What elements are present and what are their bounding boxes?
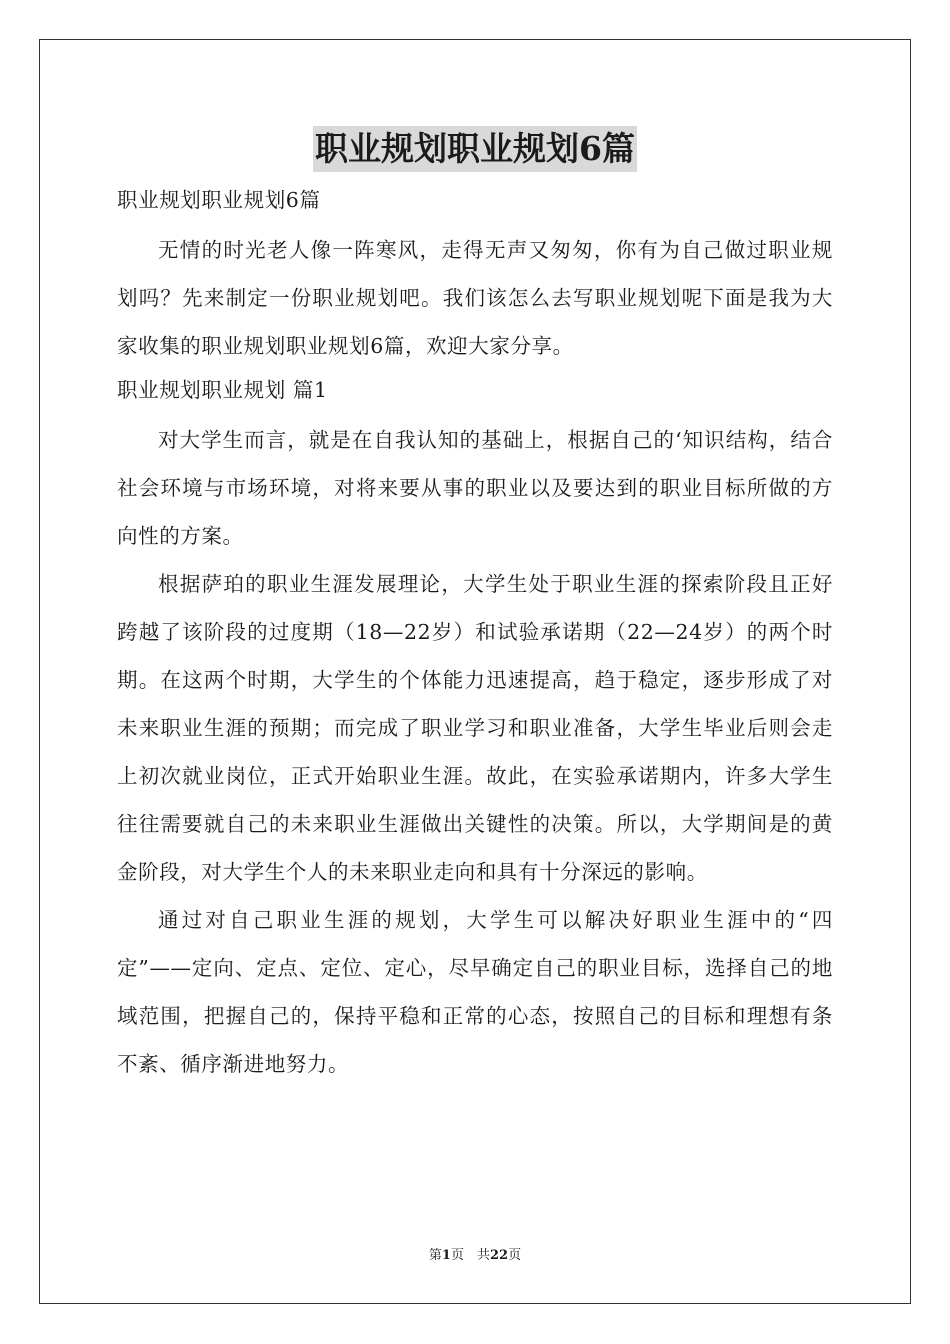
footer-current-page: 1	[441, 1248, 451, 1263]
section-heading: 职业规划职业规划 篇1	[117, 378, 328, 402]
footer-page-mid: 页 共	[450, 1248, 490, 1263]
intro-paragraph: 无情的时光老人像一阵寒风，走得无声又匆匆，你有为自己做过职业规划吗？先来制定一份职业规划吧。我们该怎么去写职业规划呢下面是我为大家收集的职业规划职业规划6篇，欢迎大家分享。	[117, 238, 833, 358]
document-body	[117, 180, 833, 1088]
document-subtitle: 职业规划职业规划6篇	[117, 188, 321, 212]
footer-total-pages: 22	[489, 1248, 509, 1263]
footer-page-prefix: 第	[428, 1248, 442, 1263]
body-paragraph: 根据萨珀的职业生涯发展理论，大学生处于职业生涯的探索阶段且正好跨越了该阶段的过度期（18—22岁）和试验承诺期（22—24岁）的两个时期。在这两个时期，大学生的个体能力迅速提高，趋于稳定，逐步形成了对未来职业生涯的预期；而完成了职业学习和职业准备，大学生毕业后则会走上初次就业岗位，正式开始职业生涯。故此，在实验承诺期内，许多大学生往往需要就自己的未来职业生涯做出关键性的决策。所以，大学期间是的黄金阶段，对大学生个人的未来职业走向和具有十分深远的影响。	[117, 572, 833, 884]
document-title: 职业规划职业规划6篇	[313, 126, 637, 172]
body-paragraph: 对大学生而言，就是在自我认知的基础上，根据自己的‘知识结构，结合社会环境与市场环境，对将来要从事的职业以及要达到的职业目标所做的方向性的方案。	[117, 428, 833, 548]
body-paragraph: 通过对自己职业生涯的规划，大学生可以解决好职业生涯中的“四定”——定向、定点、定位、定心，尽早确定自己的职业目标，选择自己的地域范围，把握自己的，保持平稳和正常的心态，按照自己的目标和理想有条不紊、循序渐进地努力。	[117, 908, 833, 1076]
footer-page-suffix: 页	[508, 1248, 522, 1263]
page-footer	[0, 1247, 950, 1265]
document-title-wrapper	[0, 126, 950, 172]
